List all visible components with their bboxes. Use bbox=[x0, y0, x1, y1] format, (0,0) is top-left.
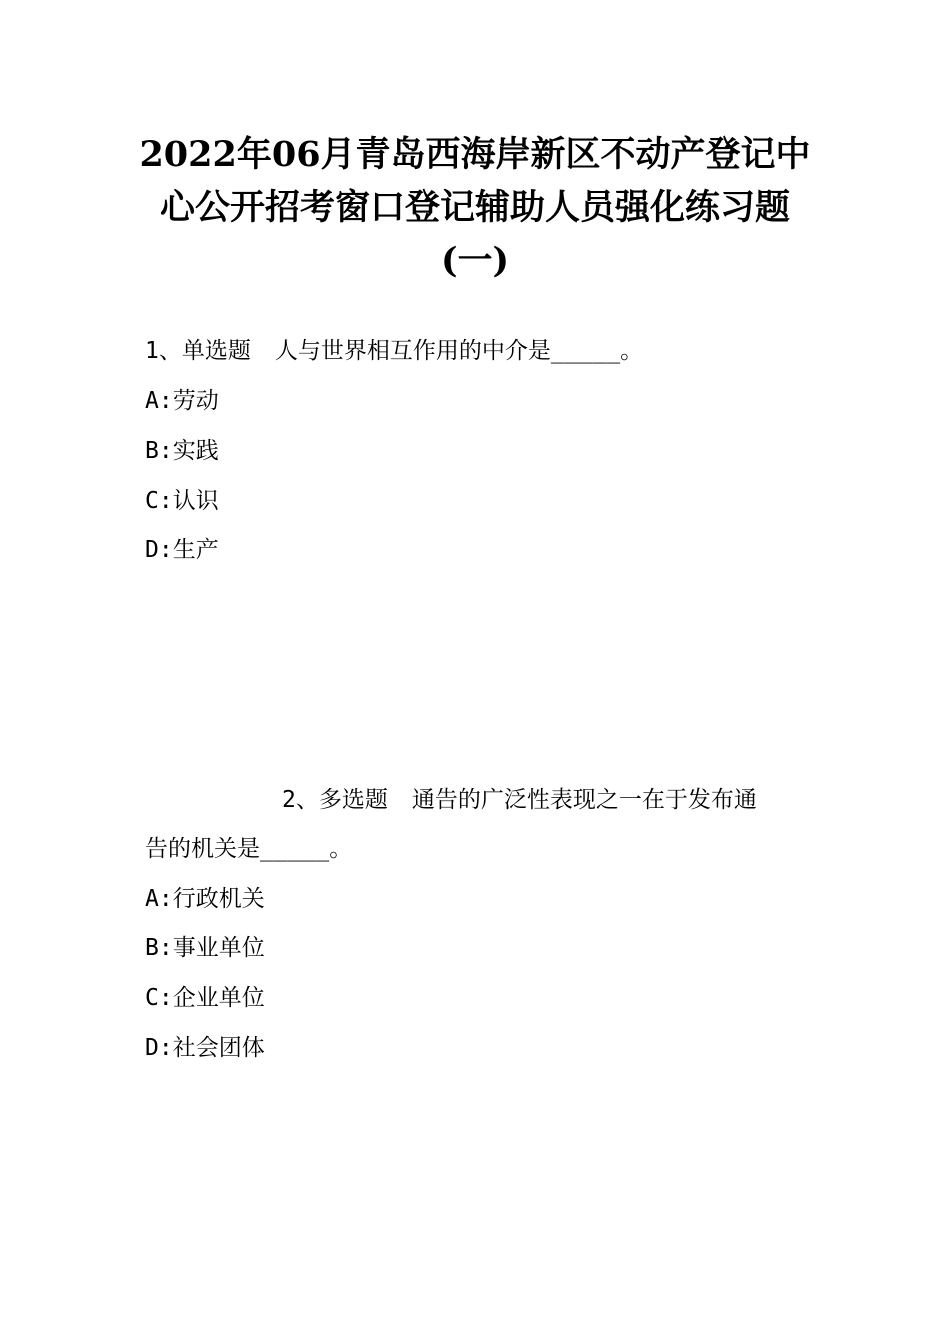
title-line-3: (一) bbox=[440, 240, 510, 281]
option-text: 行政机关 bbox=[172, 886, 265, 912]
question-1-option-d bbox=[145, 535, 219, 565]
question-2-stem bbox=[282, 785, 757, 815]
question-1-option-b bbox=[145, 436, 219, 466]
option-text: 实践 bbox=[172, 438, 219, 464]
option-key: B: bbox=[145, 935, 173, 961]
option-key: C: bbox=[145, 488, 173, 514]
title-line-2: 心公开招考窗口登记辅助人员强化练习题 bbox=[159, 187, 790, 228]
question-2-type: 多选题 bbox=[318, 787, 388, 813]
question-1-stem bbox=[145, 336, 643, 366]
option-key: A: bbox=[145, 388, 173, 414]
question-1-type: 单选题 bbox=[181, 338, 251, 364]
question-2-text-line-2: 告的机关是_____。 bbox=[145, 836, 353, 862]
option-key: A: bbox=[145, 886, 173, 912]
question-1-option-c bbox=[145, 486, 219, 516]
option-text: 事业单位 bbox=[172, 935, 265, 961]
title-line-1: 2022年06月青岛西海岸新区不动产登记中 bbox=[139, 134, 811, 175]
question-1-option-a bbox=[145, 386, 219, 416]
question-2-option-c bbox=[145, 983, 265, 1013]
question-2-number: 2、 bbox=[282, 787, 319, 813]
question-2-option-b bbox=[145, 933, 265, 963]
option-key: D: bbox=[145, 1035, 173, 1061]
question-1-number: 1、 bbox=[145, 338, 182, 364]
document-title bbox=[120, 128, 830, 287]
option-text: 认识 bbox=[172, 488, 219, 514]
option-key: B: bbox=[145, 438, 173, 464]
option-text: 生产 bbox=[172, 537, 219, 563]
question-2-option-d bbox=[145, 1033, 265, 1063]
question-1-text: 人与世界相互作用的中介是_____。 bbox=[274, 338, 644, 364]
option-key: C: bbox=[145, 985, 173, 1011]
option-text: 社会团体 bbox=[172, 1035, 265, 1061]
question-2-option-a bbox=[145, 884, 265, 914]
option-text: 企业单位 bbox=[172, 985, 265, 1011]
question-2-text-line-1: 通告的广泛性表现之一在于发布通 bbox=[411, 787, 757, 813]
question-2-stem-continued bbox=[145, 834, 352, 864]
option-key: D: bbox=[145, 537, 173, 563]
option-text: 劳动 bbox=[172, 388, 219, 414]
